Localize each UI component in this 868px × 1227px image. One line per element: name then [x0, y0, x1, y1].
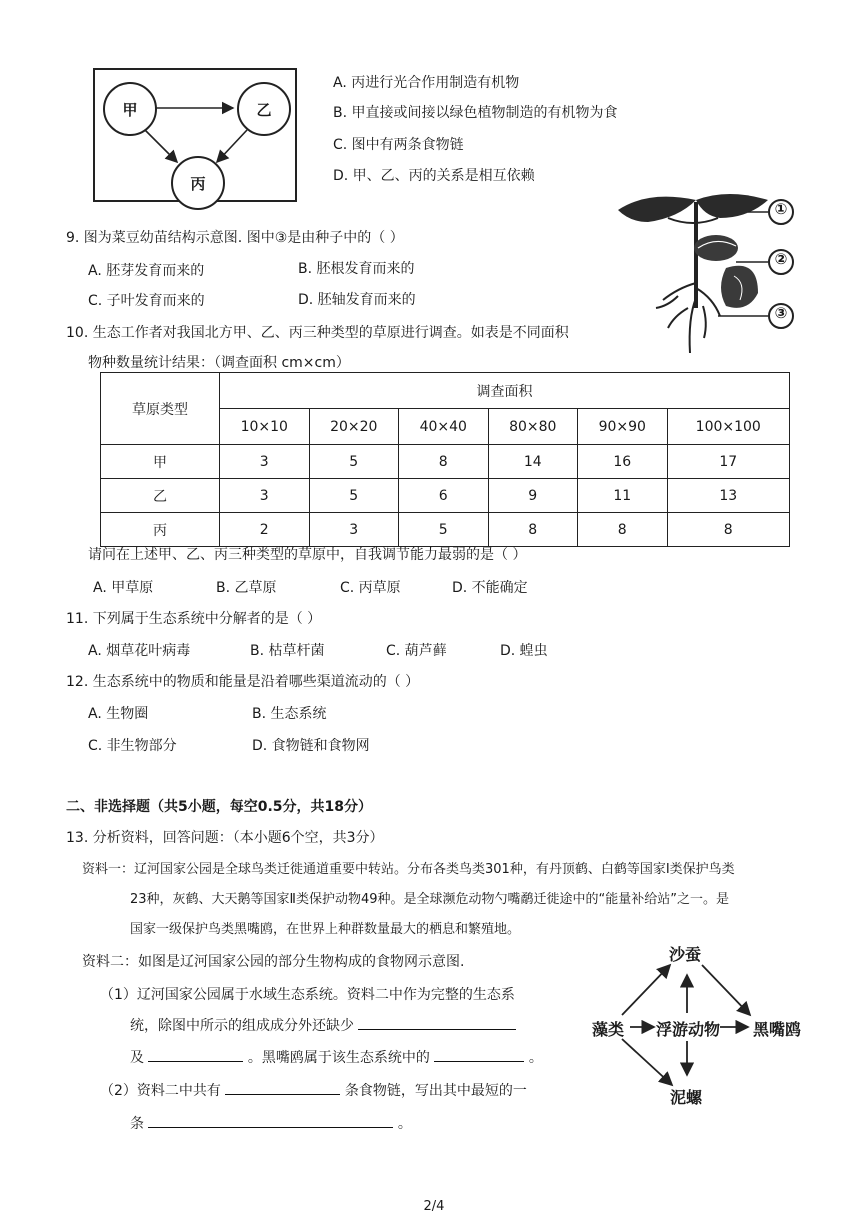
q13-stem: 13. 分析资料，回答问题：（本小题6个空，共3分） [66, 830, 384, 846]
q13-part1-line2-text: 统，除图中所示的组成成分外还缺少 [130, 1018, 354, 1034]
table-cell: 5 [309, 445, 399, 479]
q9-option-b: B. 胚根发育而来的 [298, 261, 415, 277]
node-bing: 丙 [171, 156, 225, 210]
q10-stem-line1: 10. 生态工作者对我国北方甲、乙、丙三种类型的草原进行调查。如表是不同面积 [66, 325, 569, 341]
answer-blank-4[interactable] [225, 1080, 340, 1095]
column-header: 80×80 [488, 409, 578, 445]
q13-material1-line1: 资料一：辽河国家公园是全球鸟类迁徙通道重要中转站。分布各类鸟类301种，有丹顶鹤、白鹤等国家Ⅰ类保护鸟类 [82, 862, 735, 877]
q13-part1-line2 [130, 1015, 516, 1035]
q13-part1-end: 。 [528, 1050, 543, 1066]
q13-material1-line2: 23种，灰鹤、大天鹅等国家Ⅱ类保护动物49种。是全球濒危动物勺嘴鹬迁徙途中的“能量补给站”之一。是 [130, 892, 729, 907]
q13-part2-line1a-text: （2）资料二中共有 [100, 1083, 221, 1099]
marker-2-label: ② [774, 250, 788, 268]
q8-option-b: B. 甲直接或间接以绿色植物制造的有机物为食 [333, 105, 618, 121]
q11-option-b: B. 枯草杆菌 [250, 643, 325, 659]
q13-material2: 资料二：如图是辽河国家公园的部分生物构成的食物网示意图. [82, 954, 465, 970]
web-node-algae: 藻类 [592, 1020, 625, 1039]
answer-blank-2[interactable] [148, 1047, 243, 1062]
row-name: 甲 [101, 445, 220, 479]
q10-question: 请问在上述甲、乙、丙三种类型的草原中，自我调节能力最弱的是（ ） [88, 547, 527, 563]
q13-part1-line3 [130, 1047, 543, 1067]
q9-option-a: A. 胚芽发育而来的 [88, 263, 205, 279]
q9-option-c: C. 子叶发育而来的 [88, 293, 205, 309]
table-cell: 16 [578, 445, 668, 479]
row-name: 乙 [101, 479, 220, 513]
q10-stem-line2: 物种数量统计结果：（调查面积 cm×cm） [88, 355, 350, 371]
table-cell: 11 [578, 479, 668, 513]
web-node-silkworm: 沙蚕 [669, 945, 702, 964]
q13-part1-line3b-text: 。黑嘴鸥属于该生态系统中的 [247, 1050, 430, 1066]
table-cell: 2 [220, 513, 310, 547]
table-row [101, 479, 790, 513]
table-cell: 3 [220, 445, 310, 479]
q11-option-d: D. 蝗虫 [500, 643, 548, 659]
node-jia: 甲 [103, 82, 157, 136]
q12-option-d: D. 食物链和食物网 [252, 738, 370, 754]
column-header: 10×10 [220, 409, 310, 445]
q10-option-b: B. 乙草原 [216, 580, 277, 596]
q11-stem: 11. 下列属于生态系统中分解者的是（ ） [66, 611, 322, 627]
q11-option-c: C. 葫芦藓 [386, 643, 447, 659]
food-web-diagram [93, 68, 297, 202]
section2-heading: 二、非选择题（共5小题，每空0.5分，共18分） [66, 799, 373, 815]
column-header: 90×90 [578, 409, 668, 445]
q10-option-d: D. 不能确定 [452, 580, 528, 596]
q9-stem: 9. 图为菜豆幼苗结构示意图. 图中③是由种子中的（ ） [66, 230, 404, 246]
q8-option-c: C. 图中有两条食物链 [333, 137, 464, 153]
answer-blank-1[interactable] [358, 1015, 516, 1030]
q12-stem: 12. 生态系统中的物质和能量是沿着哪些渠道流动的（ ） [66, 674, 420, 690]
q11-option-a: A. 烟草花叶病毒 [88, 643, 191, 659]
column-header: 100×100 [667, 409, 790, 445]
column-header: 20×20 [309, 409, 399, 445]
q12-option-c: C. 非生物部分 [88, 738, 177, 754]
table-cell: 9 [488, 479, 578, 513]
q9-option-d: D. 胚轴发育而来的 [298, 292, 416, 308]
table-cell: 3 [309, 513, 399, 547]
q13-material1-line3: 国家一级保护鸟类黑嘴鸥，在世界上种群数量最大的栖息和繁殖地。 [130, 922, 521, 937]
q10-option-c: C. 丙草原 [340, 580, 401, 596]
table-cell: 17 [667, 445, 790, 479]
table-cell: 14 [488, 445, 578, 479]
row-name: 丙 [101, 513, 220, 547]
q8-option-d: D. 甲、乙、丙的关系是相互依赖 [333, 168, 535, 184]
table-cell: 6 [399, 479, 489, 513]
table-cell: 5 [309, 479, 399, 513]
table-cell: 8 [488, 513, 578, 547]
q13-part2-end: 。 [397, 1116, 412, 1132]
web-node-snail: 泥螺 [670, 1088, 703, 1107]
q13-part2-line1b-text: 条食物链，写出其中最短的一 [344, 1083, 527, 1099]
web-node-plankton: 浮游动物 [656, 1020, 721, 1039]
table-cell: 13 [667, 479, 790, 513]
column-header: 40×40 [399, 409, 489, 445]
table-cell: 3 [220, 479, 310, 513]
grassland-survey-table [100, 372, 790, 547]
table-group-header: 调查面积 [220, 373, 790, 409]
q13-part2-line2-text: 条 [130, 1116, 144, 1132]
q8-option-a: A. 丙进行光合作用制造有机物 [333, 75, 520, 91]
marker-3-label: ③ [774, 304, 788, 322]
node-yi: 乙 [237, 82, 291, 136]
answer-blank-3[interactable] [434, 1047, 524, 1062]
table-cell: 8 [667, 513, 790, 547]
q12-option-a: A. 生物圈 [88, 706, 149, 722]
q10-option-a: A. 甲草原 [93, 580, 154, 596]
table-cell: 5 [399, 513, 489, 547]
q13-part1-line3a-text: 及 [130, 1050, 144, 1066]
web-node-gull: 黑嘴鸥 [753, 1020, 802, 1039]
table-row [101, 513, 790, 547]
table-row [101, 445, 790, 479]
table-row-header: 草原类型 [101, 373, 220, 445]
q13-part2-line2 [130, 1113, 412, 1133]
q12-option-b: B. 生态系统 [252, 706, 327, 722]
table-cell: 8 [578, 513, 668, 547]
marker-1-label: ① [774, 200, 788, 218]
q13-part1-line1: （1）辽河国家公园属于水域生态系统。资料二中作为完整的生态系 [100, 987, 515, 1003]
table-cell: 8 [399, 445, 489, 479]
q13-part2-line1 [100, 1080, 527, 1100]
page-number: 2/4 [423, 1199, 445, 1214]
answer-blank-5[interactable] [148, 1113, 393, 1128]
